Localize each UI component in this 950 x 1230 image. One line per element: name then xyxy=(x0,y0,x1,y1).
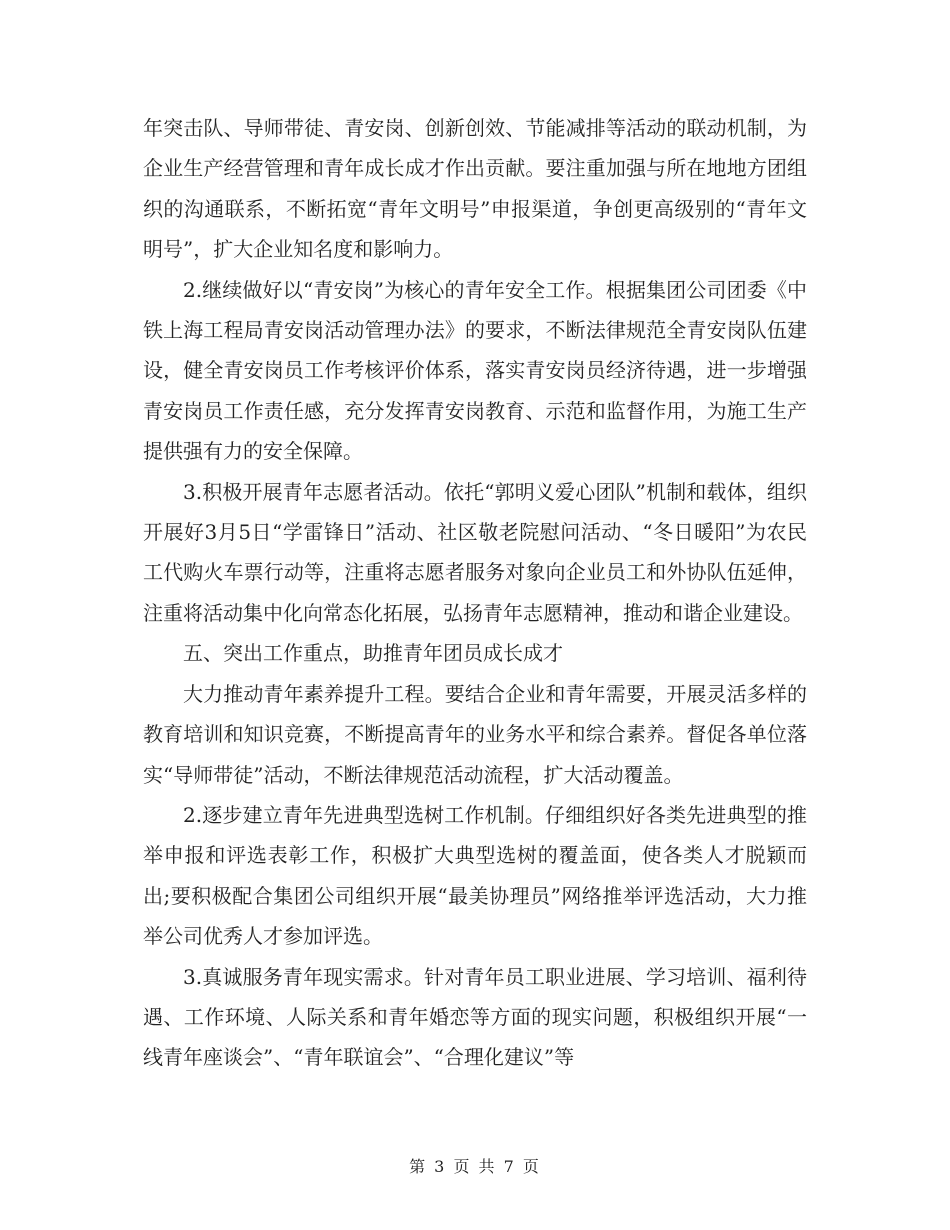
document-body xyxy=(143,108,807,1078)
page-number-footer: 第 3 页 共 7 页 xyxy=(409,1157,541,1176)
paragraph-quality-project: 大力推动青年素养提升工程。要结合企业和青年需要，开展灵活多样的教育培训和知识竞赛，不断提高青年的业务水平和综合素养。督促各单位落实“导师带徒”活动，不断法律规范活动流程，扩大活动覆盖。 xyxy=(143,681,807,787)
paragraph-youth-needs: 3.真诚服务青年现实需求。针对青年员工职业进展、学习培训、福利待遇、工作环境、人际关系和青年婚恋等方面的现实问题，积极组织开展“一线青年座谈会”、“青年联谊会”、“合理化建议”等 xyxy=(143,964,807,1070)
section-heading-five: 五、突出工作重点，助推青年团员成长成才 xyxy=(183,641,563,666)
paragraph-volunteer: 3.积极开展青年志愿者活动。依托“郭明义爱心团队”机制和载体，组织开展好3月5日“学雷锋日”活动、社区敬老院慰问活动、“冬日暖阳”为农民工代购火车票行动等，注重将志愿者服务对象向企业员工和外协队伍延伸，注重将活动集中化向常态化拓展，弘扬青年志愿精神，推动和谐企业建设。 xyxy=(143,479,807,625)
paragraph-continuation: 年突击队、导师带徒、青安岗、创新创效、节能减排等活动的联动机制，为企业生产经营管理和青年成长成才作出贡献。要注重加强与所在地地方团组织的沟通联系，不断拓宽“青年文明号”申报渠道，争创更高级别的“青年文明号”，扩大企业知名度和影响力。 xyxy=(143,116,807,262)
paragraph-qingangang: 2.继续做好以“青安岗”为核心的青年安全工作。根据集团公司团委《中铁上海工程局青安岗活动管理办法》的要求，不断法律规范全青安岗队伍建设，健全青安岗员工作考核评价体系，落实青安岗员经济待遇，进一步增强青安岗员工作责任感，充分发挥青安岗教育、示范和监督作用，为施工生产提供强有力的安全保障。 xyxy=(143,277,807,464)
paragraph-model-selection: 2.逐步建立青年先进典型选树工作机制。仔细组织好各类先进典型的推举申报和评选表彰工作，积极扩大典型选树的覆盖面，使各类人才脱颖而出;要积极配合集团公司组织开展“最美协理员”网络推举评选活动，大力推举公司优秀人才参加评选。 xyxy=(143,802,807,949)
